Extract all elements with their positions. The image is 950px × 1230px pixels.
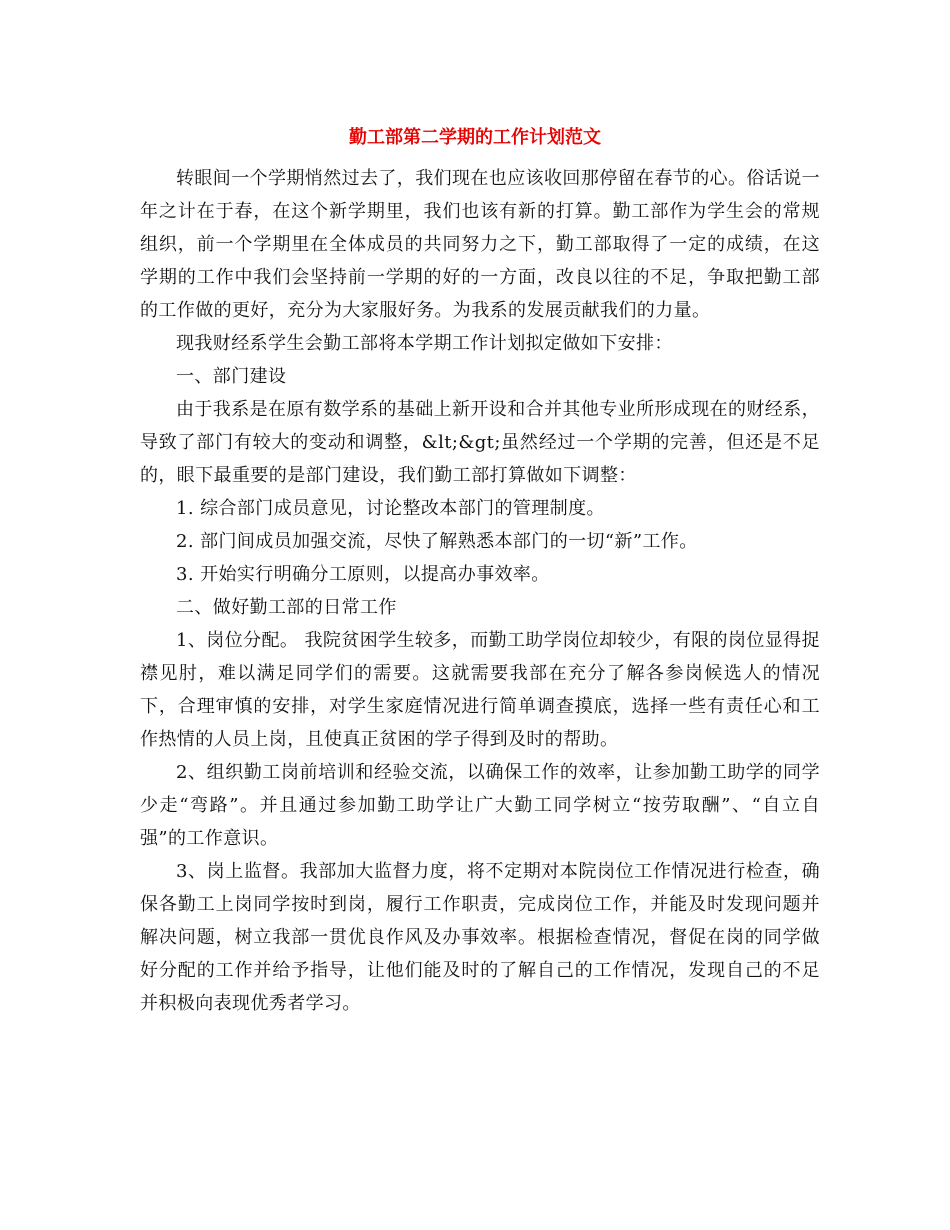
paragraph-training: 2、组织勤工岗前培训和经验交流，以确保工作的效率，让参加勤工助学的同学少走“弯路”。并且通过参加勤工助学让广大勤工同学树立“按劳取酬”、“自立自强”的工作意识。 bbox=[140, 762, 820, 849]
paragraph-department: 由于我系是在原有数学系的基础上新开设和合并其他专业所形成现在的财经系，导致了部门有较大的变动和调整，&lt;&gt;虽然经过一个学期的完善，但还是不足的，眼下最重要的是部门建设，我们勤工部打算做如下调整： bbox=[140, 399, 820, 486]
document-title: 勤工部第二学期的工作计划范文 bbox=[349, 127, 601, 148]
list-item-1: 1. 综合部门成员意见，讨论整改本部门的管理制度。 bbox=[176, 498, 605, 519]
list-item-3: 3. 开始实行明确分工原则，以提高办事效率。 bbox=[176, 564, 550, 585]
paragraph-intro: 转眼间一个学期悄然过去了，我们现在也应该收回那停留在春节的心。俗话说一年之计在于春，在这个新学期里，我们也该有新的打算。勤工部作为学生会的常规组织，前一个学期里在全体成员的共同努力之下，勤工部取得了一定的成绩，在这学期的工作中我们会坚持前一学期的好的一方面，改良以往的不足，争取把勤工部的工作做的更好，充分为大家服好务。为我系的发展贡献我们的力量。 bbox=[140, 168, 820, 321]
section-heading-2: 二、做好勤工部的日常工作 bbox=[176, 597, 397, 618]
list-item-2: 2. 部门间成员加强交流，尽快了解熟悉本部门的一切“新”工作。 bbox=[176, 531, 698, 552]
paragraph-supervision: 3、岗上监督。我部加大监督力度，将不定期对本院岗位工作情况进行检查，确保各勤工上岗同学按时到岗，履行工作职责，完成岗位工作，并能及时发现问题并解决问题，树立我部一贯优良作风及办事效率。根据检查情况，督促在岗的同学做好分配的工作并给予指导，让他们能及时的了解自己的工作情况，发现自己的不足并积极向表现优秀者学习。 bbox=[140, 861, 820, 1014]
section-heading-1: 一、部门建设 bbox=[176, 366, 287, 387]
document-body bbox=[140, 162, 820, 1020]
paragraph-post-allocation: 1、岗位分配。 我院贫困学生较多，而勤工助学岗位却较少，有限的岗位显得捉襟见肘，难以满足同学们的需要。这就需要我部在充分了解各参岗候选人的情况下，合理审慎的安排，对学生家庭情况进行简单调查摸底，选择一些有责任心和工作热情的人员上岗，且使真正贫困的学子得到及时的帮助。 bbox=[140, 630, 820, 750]
paragraph-arrangement: 现我财经系学生会勤工部将本学期工作计划拟定做如下安排： bbox=[176, 333, 673, 354]
